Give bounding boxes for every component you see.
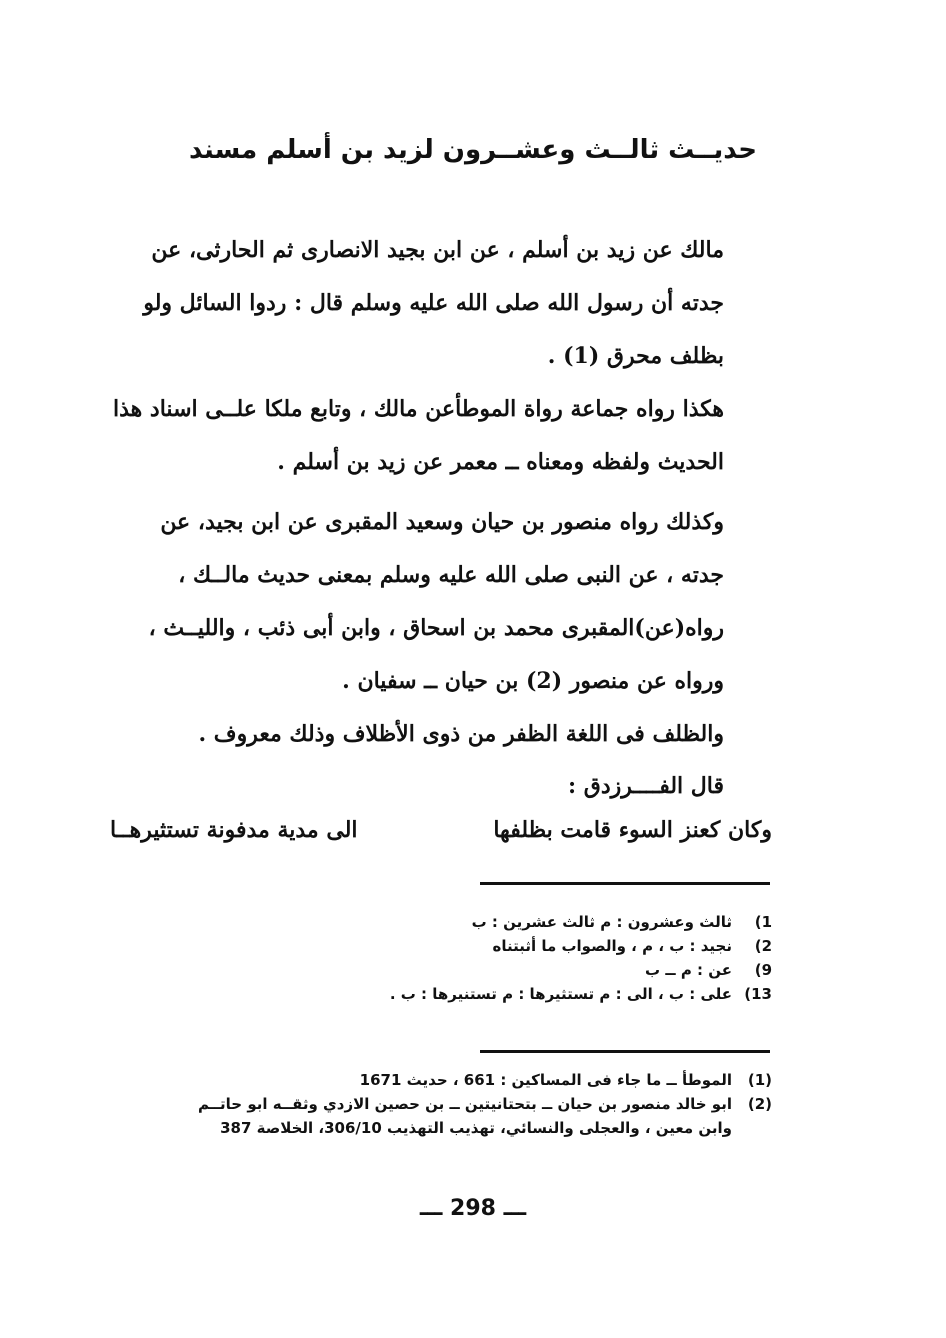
footnote-text: ابو خالد منصور بن حيان ــ بتحتانيتين ــ بن حصين الازدي وثقــه ابو حاتــم وابن معين ، والعجلى والنسائي، تهذيب التهذيب 306/10، الخلاصة 387 — [198, 1095, 732, 1137]
footnote-text: على : ب ، الى : م تستثيرها : م تستنيرها : ب . — [389, 985, 732, 1003]
paragraph-text: مالك عن زيد بن أسلم ، عن ابن بجيد الانصارى ثم الحارثى، عن جدته أن رسول الله صلى الله عليه وسلم قال : ردوا السائل ولو بظلف محرق (1) . — [143, 237, 724, 369]
paragraph-text: وكذلك رواه منصور بن حيان وسعيد المقبرى عن ابن بجيد، عن جدته ، عن النبى صلى الله عليه وسلم بمعنى حديث مالــك ، رواه(عن)المقبرى محمد بن اسحاق ، وابن أبى ذئب ، والليــث ، ورواه عن منصور (2) بن حيان ــ سفيان . — [148, 509, 724, 694]
footnote-number: 9) — [754, 961, 772, 979]
verse-first-hemistich: وكان كعنز السوء قامت بظلفها — [493, 817, 772, 843]
footnote-number: 1) — [754, 913, 772, 931]
page-title: حديــث ثالــث وعشــرون لزيد بن أسلم مسند — [189, 135, 757, 165]
page-number: ـــ 298 ـــ — [419, 1196, 527, 1221]
footnote-item — [160, 934, 772, 958]
footnote-item — [160, 958, 772, 982]
paragraph-text: والظلف فى اللغة الظفر من ذوى الأظلاف وذلك معروف . — [198, 721, 724, 747]
paragraph-lexical-note — [110, 708, 772, 761]
footnote-divider — [480, 882, 770, 885]
paragraph-narration-note — [110, 383, 772, 489]
paragraph-text: هكذا رواه جماعة رواة الموطأعن مالك ، وتابع ملكا علــى اسناد هذا الحديث ولفظه ومعناه ــ معمر عن زيد بن أسلم . — [113, 396, 724, 475]
paragraph-text: قال الفــــرزدق : — [568, 773, 724, 799]
footnote-number: (1) — [747, 1071, 772, 1089]
footnote-item — [160, 982, 772, 1006]
source-notes — [160, 1068, 772, 1140]
footnote-number: (2) — [747, 1095, 772, 1113]
footnote-item — [160, 1068, 772, 1092]
footnote-item — [160, 910, 772, 934]
footnote-divider — [480, 1050, 770, 1053]
poetry-verse — [110, 805, 772, 855]
footnote-number: 13) — [744, 985, 772, 1003]
footnote-text: الموطأ ــ ما جاء فى المساكين : 661 ، حديث 1671 — [359, 1071, 732, 1089]
footnote-number: 2) — [754, 937, 772, 955]
paragraph-hadith-text — [110, 224, 772, 383]
footnote-text: ثالث وعشرون : م ثالث عشرين : ب — [471, 913, 732, 931]
footnote-text: عن : م ــ ب — [645, 961, 732, 979]
verse-second-hemistich: الى مدية مدفونة تستثيرهــا — [110, 817, 358, 843]
variant-notes — [160, 910, 772, 1006]
footnote-item — [160, 1092, 772, 1140]
footnote-text: نجيد : ب ، م ، والصواب ما أثبتناه — [492, 937, 732, 955]
paragraph-chain-note — [110, 496, 772, 708]
